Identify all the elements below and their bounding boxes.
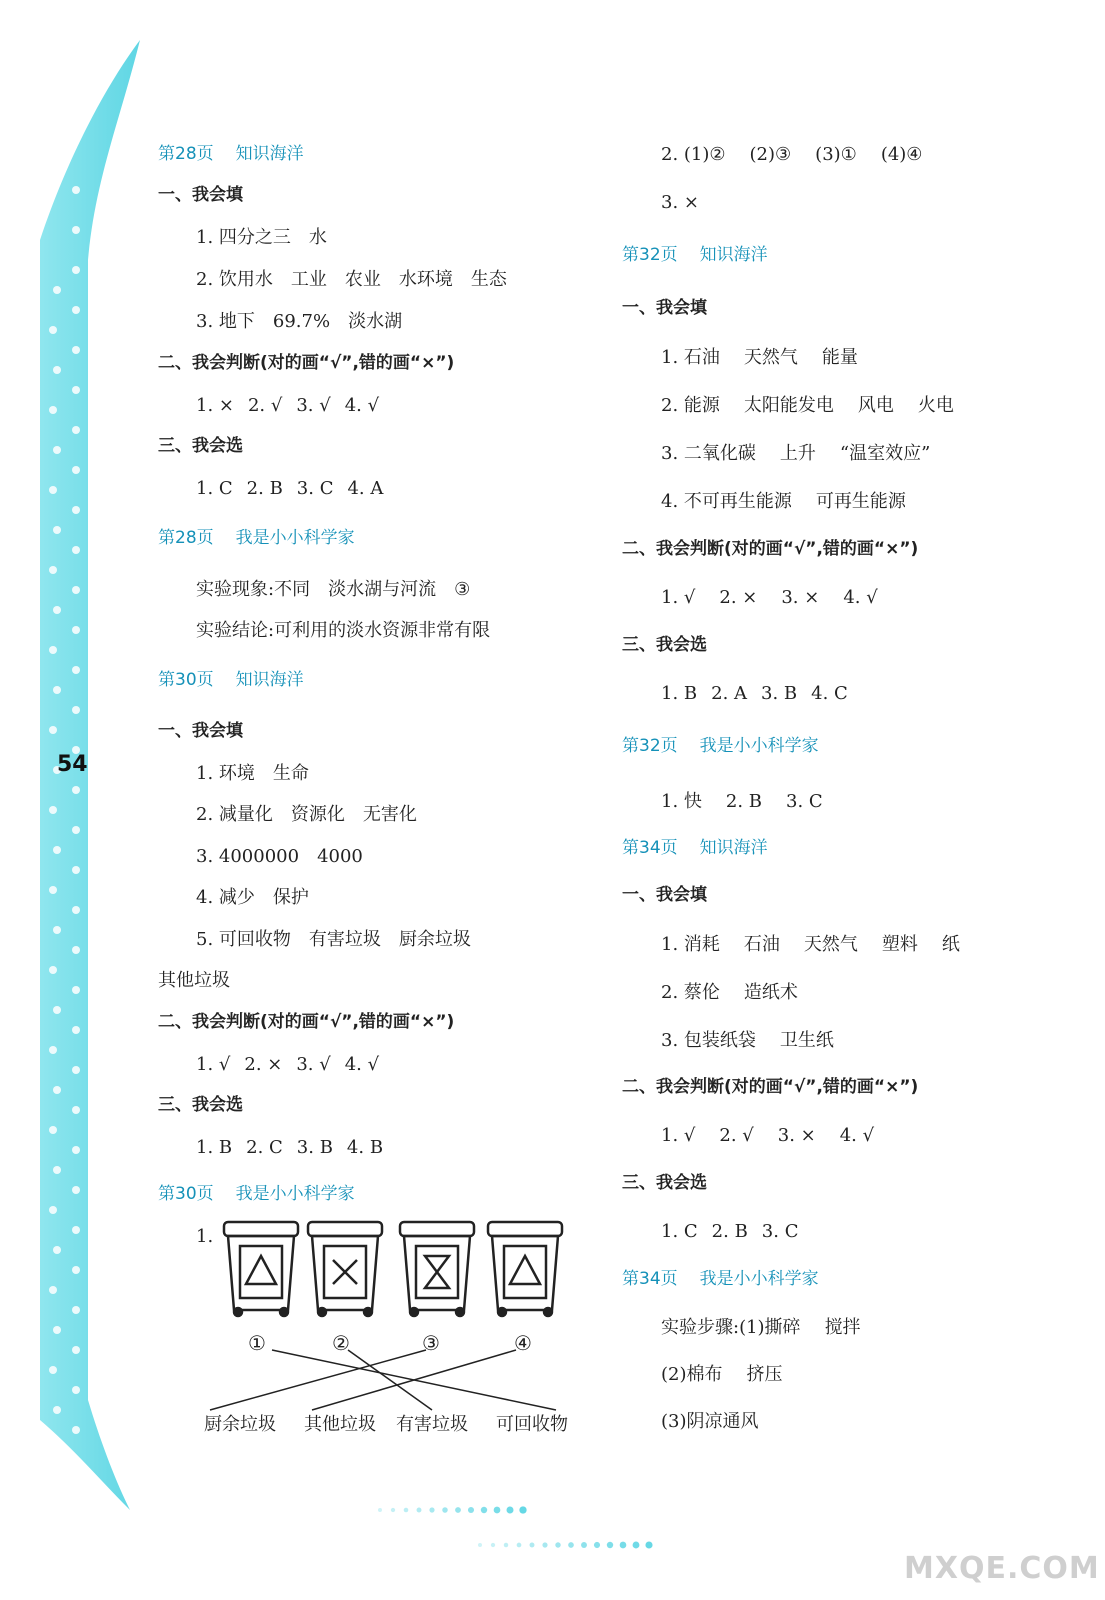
flower-dot: [53, 606, 61, 614]
section-title: 第32页 我是小小科学家: [622, 736, 819, 756]
cross-symbol: [333, 1260, 357, 1284]
footer-dot: [494, 1507, 501, 1514]
page-number: 54: [57, 752, 88, 777]
answer-line: 4. 不可再生能源 可再生能源: [661, 491, 906, 512]
answer-line: 1. C 2. B 3. C: [661, 1221, 799, 1242]
footer-dot: [417, 1508, 422, 1513]
answer-line: 1. 石油 天然气 能量: [661, 347, 858, 368]
flower-dot: [72, 506, 80, 514]
section-title: 第34页 我是小小科学家: [622, 1269, 819, 1289]
garbage-sorting-diagram: [196, 1218, 616, 1438]
decorative-side-band: [0, 0, 160, 1600]
flower-dot: [72, 306, 80, 314]
footer-dot: [391, 1508, 395, 1512]
flower-dot: [49, 1046, 57, 1054]
answer-line: 3. 地下 69.7% 淡水湖: [196, 311, 403, 332]
answer-line: 1. C 2. B 3. C 4. A: [196, 478, 384, 499]
flower-dot: [49, 326, 57, 334]
flower-dot: [72, 346, 80, 354]
flower-dot: [53, 1326, 61, 1334]
answer-line: 3. 包装纸袋 卫生纸: [661, 1030, 834, 1051]
flower-dot: [53, 1246, 61, 1254]
flower-dot: [72, 266, 80, 274]
answer-line: 实验结论:可利用的淡水资源非常有限: [196, 620, 491, 641]
footer-dot: [568, 1542, 574, 1548]
section-title: 第28页 我是小小科学家: [158, 528, 355, 548]
footer-dot: [594, 1542, 600, 1548]
hourglass-symbol: [425, 1256, 449, 1288]
trash-bin: [308, 1222, 382, 1316]
flower-dot: [72, 1026, 80, 1034]
circle-number: ③: [422, 1331, 440, 1355]
watermark: [904, 1508, 1100, 1586]
answer-line: 1. 快 2. B 3. C: [661, 791, 823, 812]
footer-dot: [542, 1542, 547, 1547]
flower-dot: [72, 1226, 80, 1234]
answer-line: 1. B 2. C 3. B 4. B: [196, 1137, 384, 1158]
flower-dot: [53, 366, 61, 374]
subsection-heading: 二、我会判断(对的画“√”,错的画“×”): [158, 353, 455, 373]
answer-line: 1. B 2. A 3. B 4. C: [661, 683, 848, 704]
answer-line: 实验现象:不同 淡水湖与河流 ③: [196, 579, 471, 600]
footer-dot: [481, 1507, 487, 1513]
answer-line: 3. 二氧化碳 上升 “温室效应”: [661, 443, 931, 464]
flower-dot: [72, 186, 80, 194]
subsection-heading: 一、我会填: [158, 185, 243, 205]
footer-dot: [530, 1543, 535, 1548]
answer-line: (3)阴凉通风: [661, 1411, 759, 1432]
flower-dot: [53, 926, 61, 934]
footer-dot: [581, 1542, 587, 1548]
footer-dot: [607, 1542, 613, 1548]
footer-dot: [519, 1506, 526, 1513]
answer-line: 2. 饮用水 工业 农业 水环境 生态: [196, 269, 507, 290]
footer-dot: [378, 1508, 382, 1512]
flower-dot: [72, 586, 80, 594]
flower-dot: [72, 426, 80, 434]
trash-bin: [488, 1222, 562, 1316]
answer-line: 1. × 2. √ 3. √ 4. √: [196, 395, 380, 416]
trash-bin: [224, 1222, 298, 1316]
flower-dot: [72, 1426, 80, 1434]
flower-dot: [72, 866, 80, 874]
flower-dot: [53, 1006, 61, 1014]
flower-dot: [72, 466, 80, 474]
answer-line: 1. √ 2. × 3. √ 4. √: [196, 1054, 380, 1075]
footer-dot: [517, 1543, 522, 1548]
flower-dot: [49, 406, 57, 414]
subsection-heading: 三、我会选: [158, 436, 243, 456]
flower-dot: [53, 686, 61, 694]
footer-dot: [468, 1507, 474, 1513]
flower-dot: [53, 446, 61, 454]
flower-dot: [72, 1106, 80, 1114]
recycle-symbol: [246, 1256, 276, 1284]
flower-dot: [49, 806, 57, 814]
flower-dot: [49, 486, 57, 494]
flower-dot: [72, 1066, 80, 1074]
bin-label: 其他垃圾: [304, 1414, 376, 1435]
flower-dot: [53, 1086, 61, 1094]
answer-line: 1. 环境 生命: [196, 763, 309, 784]
footer-dot: [633, 1542, 640, 1549]
answer-line: 1. √ 2. × 3. × 4. √: [661, 587, 878, 608]
answer-line: 3. 4000000 4000: [196, 846, 363, 867]
section-title: 第34页 知识海洋: [622, 838, 768, 858]
flower-dot: [49, 566, 57, 574]
answer-line: 5. 可回收物 有害垃圾 厨余垃圾: [196, 929, 471, 950]
subsection-heading: 二、我会判断(对的画“√”,错的画“×”): [622, 539, 919, 559]
section-title: 第28页 知识海洋: [158, 144, 304, 164]
match-line: [348, 1350, 432, 1410]
subsection-heading: 一、我会填: [622, 885, 707, 905]
flower-dot: [72, 1186, 80, 1194]
circle-number: ①: [248, 1331, 266, 1355]
section-title: 第30页 知识海洋: [158, 670, 304, 690]
flower-dot: [72, 706, 80, 714]
trash-bins-illustration: [196, 1218, 616, 1438]
flower-dot: [72, 1266, 80, 1274]
subsection-heading: 三、我会选: [622, 635, 707, 655]
match-line: [312, 1350, 516, 1410]
subsection-heading: 二、我会判断(对的画“√”,错的画“×”): [622, 1077, 919, 1097]
item-number: 1.: [196, 1226, 214, 1247]
section-title: 第32页 知识海洋: [622, 245, 768, 265]
answer-line: 1. 四分之三 水: [196, 227, 327, 248]
flower-dot: [72, 546, 80, 554]
answer-line: (2)棉布 挤压: [661, 1364, 783, 1385]
flower-dot: [49, 1366, 57, 1374]
flower-dot: [72, 386, 80, 394]
footer-dot: [555, 1542, 560, 1547]
flower-dot: [72, 1146, 80, 1154]
footer-dot: [504, 1543, 508, 1547]
flower-dot: [53, 1166, 61, 1174]
answer-line: 实验步骤:(1)撕碎 搅拌: [661, 1317, 861, 1338]
subsection-heading: 三、我会选: [158, 1095, 243, 1115]
watermark-text: MXQE.COM: [904, 1551, 1100, 1586]
flower-dot: [72, 666, 80, 674]
flower-dot: [72, 1386, 80, 1394]
answer-line: 4. 减少 保护: [196, 887, 309, 908]
section-title: 第30页 我是小小科学家: [158, 1184, 355, 1204]
flower-dot: [49, 1206, 57, 1214]
footer-dot: [455, 1507, 461, 1513]
flower-dot: [49, 1286, 57, 1294]
subsection-heading: 一、我会填: [622, 298, 707, 318]
flower-dot: [72, 1346, 80, 1354]
flower-dot: [53, 1406, 61, 1414]
footer-dot: [507, 1507, 514, 1514]
flower-dot: [72, 946, 80, 954]
flower-dot: [72, 626, 80, 634]
flower-dot: [53, 286, 61, 294]
answer-line-continuation: 其他垃圾: [158, 970, 230, 991]
flower-dot: [49, 1446, 57, 1454]
subsection-heading: 二、我会判断(对的画“√”,错的画“×”): [158, 1012, 455, 1032]
flower-dot: [72, 226, 80, 234]
recycle-symbol: [510, 1256, 540, 1284]
flower-dot: [72, 906, 80, 914]
answer-line: 2. (1)② (2)③ (3)① (4)④: [661, 144, 923, 165]
footer-dot: [491, 1543, 495, 1547]
footer-dot: [404, 1508, 409, 1513]
subsection-heading: 一、我会填: [158, 721, 243, 741]
flower-dot: [72, 1306, 80, 1314]
footer-dot: [620, 1542, 627, 1549]
flower-dot: [49, 966, 57, 974]
footer-dot: [442, 1507, 448, 1513]
flower-dot: [49, 1126, 57, 1134]
circle-number: ④: [514, 1331, 532, 1355]
answer-line: 1. 消耗 石油 天然气 塑料 纸: [661, 934, 960, 955]
trash-bin: [400, 1222, 474, 1316]
bin-label: 厨余垃圾: [204, 1414, 276, 1435]
answer-line: 2. 减量化 资源化 无害化: [196, 804, 417, 825]
subsection-heading: 三、我会选: [622, 1173, 707, 1193]
flower-dot: [53, 846, 61, 854]
flower-dot: [49, 646, 57, 654]
bin-label: 可回收物: [496, 1414, 568, 1435]
answer-line: 2. 能源 太阳能发电 风电 火电: [661, 395, 954, 416]
flower-dot: [72, 826, 80, 834]
flower-dot: [72, 986, 80, 994]
answer-line: 2. 蔡伦 造纸术: [661, 982, 798, 1003]
flower-dot: [49, 886, 57, 894]
footer-dot: [645, 1541, 652, 1548]
bin-label: 有害垃圾: [396, 1414, 468, 1435]
answer-line: 1. √ 2. √ 3. × 4. √: [661, 1125, 875, 1146]
flower-dot: [49, 726, 57, 734]
flower-dot: [72, 786, 80, 794]
flower-dot: [72, 1466, 80, 1474]
footer-dot: [429, 1507, 434, 1512]
circle-number: ②: [332, 1331, 350, 1355]
answer-line: 3. ×: [661, 192, 699, 213]
flower-dot: [53, 526, 61, 534]
footer-dot: [478, 1543, 482, 1547]
